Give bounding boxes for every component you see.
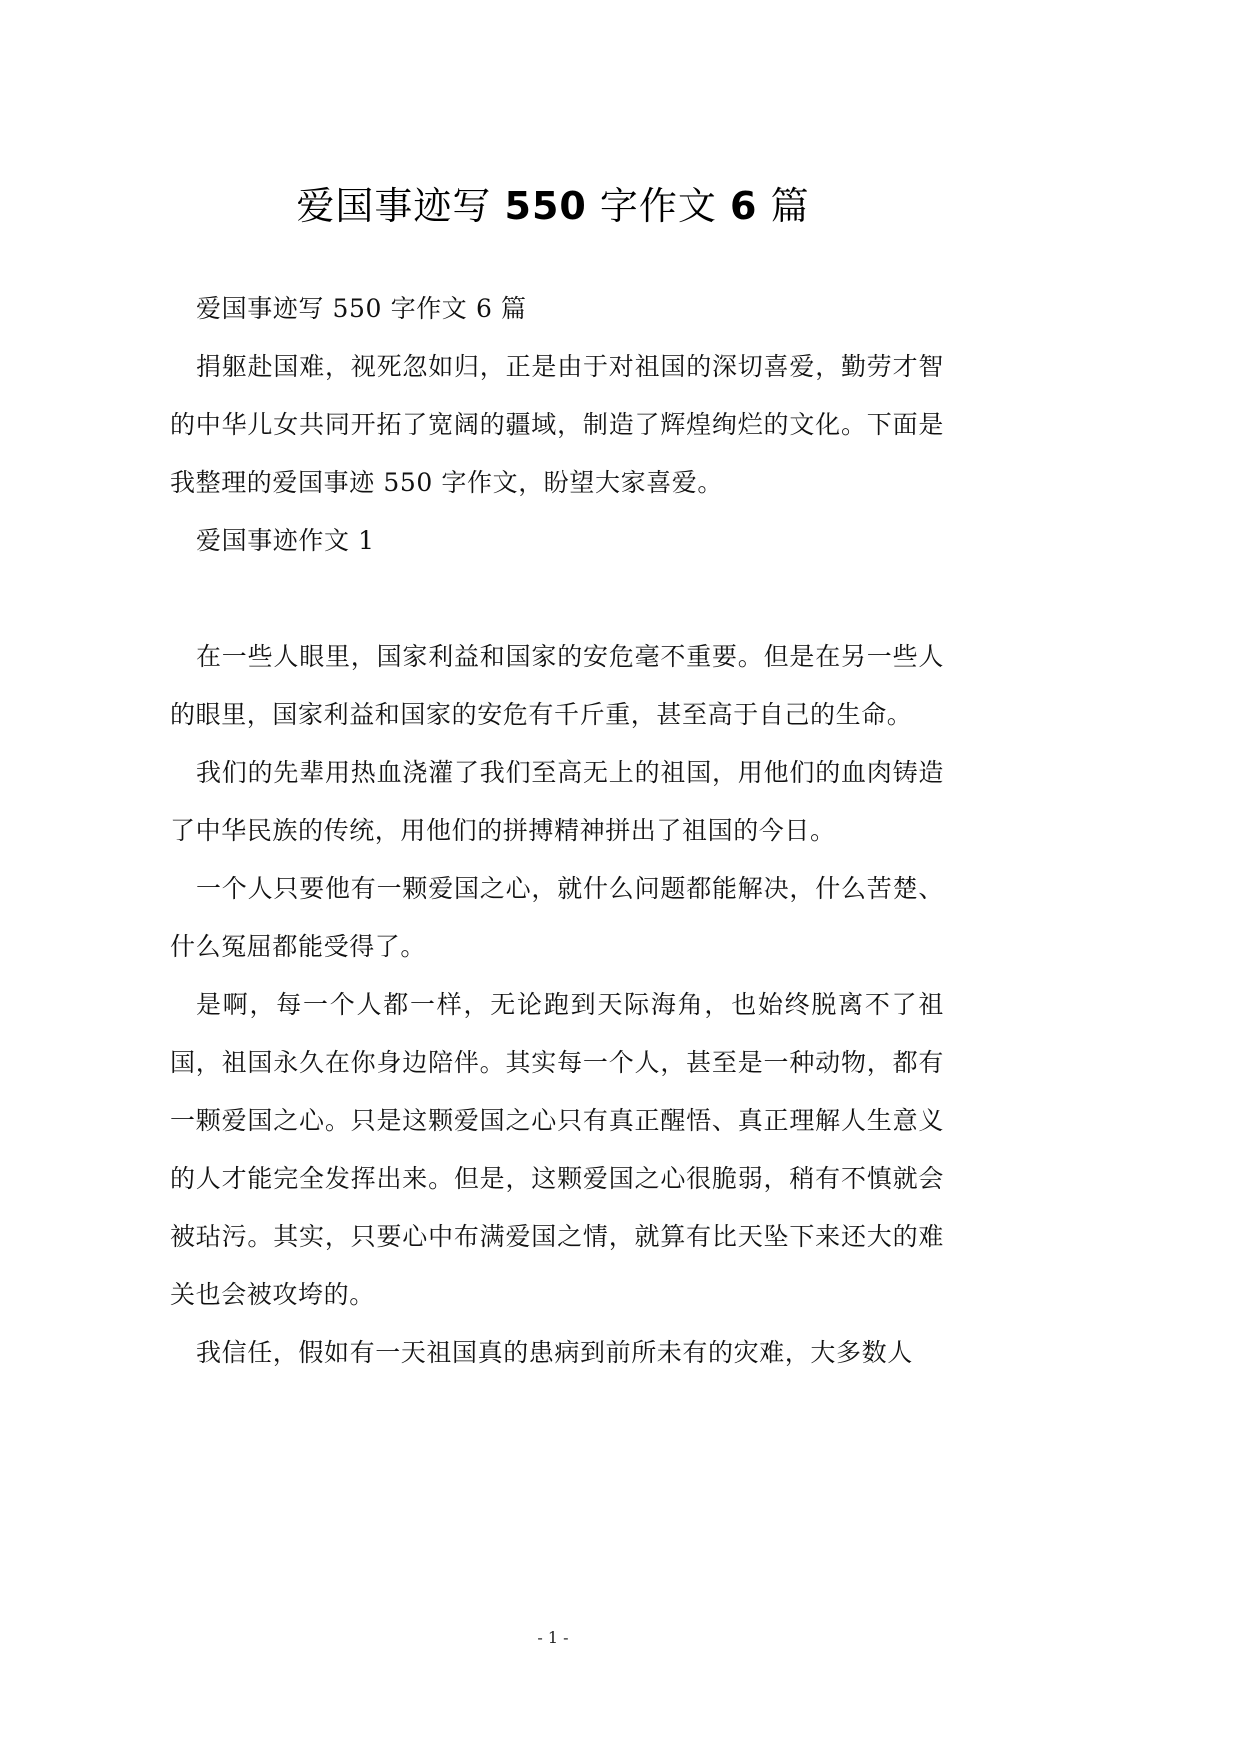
body-paragraph-1: 在一些人眼里，国家利益和国家的安危毫不重要。但是在另一些人的眼里，国家利益和国家的安危有千斤重，甚至高于自己的生命。 — [170, 642, 944, 729]
document-body — [170, 280, 944, 1382]
body-paragraph-2: 我们的先辈用热血浇灌了我们至高无上的祖国，用他们的血肉铸造了中华民族的传统，用他们的拼搏精神拼出了祖国的今日。 — [170, 758, 944, 845]
section-heading: 爱国事迹作文 1 — [196, 526, 375, 555]
title-text-3: 篇 — [770, 184, 810, 228]
title-number-6: 6 — [730, 184, 758, 228]
document-title — [0, 176, 1106, 236]
body-paragraph-5: 我信任，假如有一天祖国真的患病到前所未有的灾难，大多数人 — [196, 1338, 913, 1367]
subtitle: 爱国事迹写 550 字作文 6 篇 — [196, 294, 527, 323]
title-number-550: 550 — [504, 184, 587, 228]
title-text-2: 字作文 — [599, 184, 717, 228]
body-paragraph-3: 一个人只要他有一颗爱国之心，就什么问题都能解决，什么苦楚、什么冤屈都能受得了。 — [170, 874, 944, 961]
page-number: - 1 - — [537, 1628, 569, 1647]
intro-paragraph: 捐躯赴国难，视死忽如归，正是由于对祖国的深切喜爱，勤劳才智的中华儿女共同开拓了宽阔的疆域，制造了辉煌绚烂的文化。下面是我整理的爱国事迹 550 字作文，盼望大家喜爱。 — [170, 352, 944, 497]
body-paragraph-4: 是啊，每一个人都一样，无论跑到天际海角，也始终脱离不了祖国，祖国永久在你身边陪伴。其实每一个人，甚至是一种动物，都有一颗爱国之心。只是这颗爱国之心只有真正醒悟、真正理解人生意义的人才能完全发挥出来。但是，这颗爱国之心很脆弱，稍有不慎就会被玷污。其实，只要心中布满爱国之情，就算有比天坠下来还大的难关也会被攻垮的。 — [170, 990, 944, 1309]
title-text-1: 爱国事迹写 — [296, 184, 492, 228]
blank-line — [170, 570, 944, 628]
